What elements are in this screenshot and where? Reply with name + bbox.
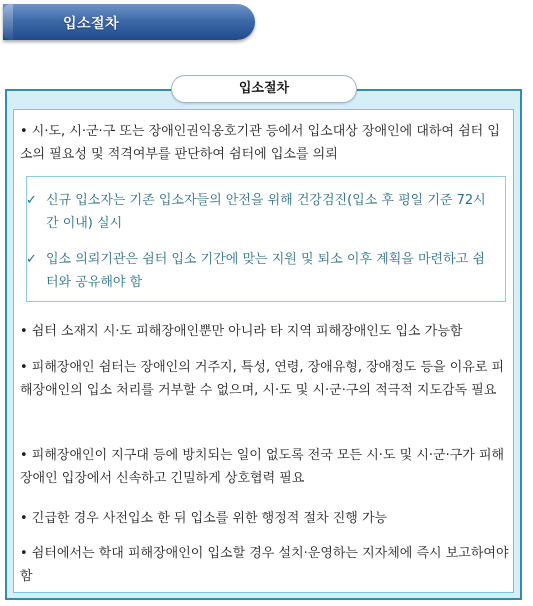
bullet-text: • 피해장애인이 지구대 등에 방치되는 일이 없도록 전국 모든 시·도 및 시·군·구가 피해장애인 입장에서 신속하고 긴밀하게 상호협력 필요 bbox=[20, 448, 505, 486]
header-bar bbox=[3, 4, 255, 40]
bullet-item bbox=[20, 507, 510, 530]
bullet-text: • 피해장애인 쉼터는 장애인의 거주지, 특성, 연령, 장애유형, 장애정도 등을 이유로 피해장애인의 입소 처리를 거부할 수 없으며, 시·도 및 시·군·구의 적극적 지도감독 필요 bbox=[20, 360, 505, 398]
check-icon: ✓ bbox=[26, 193, 37, 208]
check-icon: ✓ bbox=[26, 252, 37, 267]
bullet-text: • 시·도, 시·군·구 또는 장애인권익옹호기관 등에서 입소대상 장애인에 대하여 쉼터 입소의 필요성 및 적격여부를 판단하여 쉼터에 입소를 의뢰 bbox=[20, 124, 500, 162]
check-item bbox=[26, 189, 496, 235]
bullet-text: • 긴급한 경우 사전입소 한 뒤 입소를 위한 행정적 절차 진행 가능 bbox=[20, 511, 388, 526]
bullet-item bbox=[20, 542, 510, 588]
bullet-text: • 쉼터 소재지 시·도 피해장애인뿐만 아니라 타 지역 피해장애인도 입소 가능함 bbox=[20, 324, 463, 339]
bullet-item bbox=[20, 444, 510, 490]
bullet-item bbox=[20, 356, 510, 402]
check-text: 입소 의뢰기관은 쉼터 입소 기간에 맞는 지원 및 퇴소 이후 계획을 마련하고 쉼터와 공유해야 함 bbox=[46, 252, 485, 290]
bullet-item bbox=[20, 120, 510, 166]
section-title: 입소절차 bbox=[171, 75, 357, 103]
check-text: 신규 입소자는 기존 입소자들의 안전을 위해 건강검진(입소 후 평일 기준 72시간 이내) 실시 bbox=[46, 193, 486, 231]
check-item bbox=[26, 248, 496, 294]
bullet-text: • 쉼터에서는 학대 피해장애인이 입소할 경우 설치·운영하는 지자체에 즉시 보고하여야 함 bbox=[20, 546, 509, 584]
bullet-item bbox=[20, 320, 510, 343]
header-title: 입소절차 bbox=[63, 16, 120, 32]
